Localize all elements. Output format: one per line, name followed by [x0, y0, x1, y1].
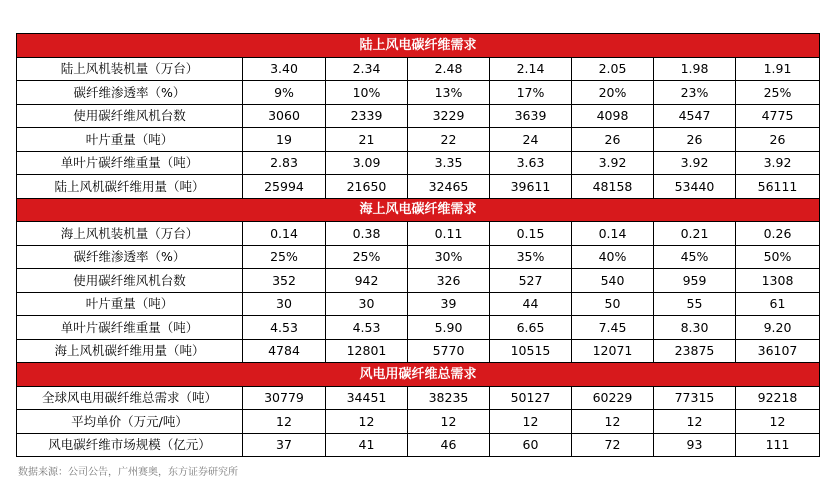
table-cell: 92218 [736, 386, 820, 410]
table-cell: 38235 [408, 386, 490, 410]
table-cell: 0.26 [736, 222, 820, 246]
table-cell: 5770 [408, 339, 490, 363]
table-cell: 3.09 [326, 151, 408, 175]
table-cell: 3060 [243, 104, 326, 128]
table-cell: 8.30 [654, 316, 736, 340]
table-cell: 2.34 [326, 57, 408, 81]
row-label: 陆上风机装机量（万台） [17, 57, 243, 81]
table-cell: 2.83 [243, 151, 326, 175]
table-cell: 20% [572, 81, 654, 105]
table-cell: 30779 [243, 386, 326, 410]
table-cell: 30% [408, 245, 490, 269]
table-cell: 3.35 [408, 151, 490, 175]
table-cell: 7.45 [572, 316, 654, 340]
table-cell: 50127 [490, 386, 572, 410]
table-cell: 39611 [490, 175, 572, 199]
table-cell: 0.14 [572, 222, 654, 246]
table-cell: 10515 [490, 339, 572, 363]
table-row [17, 128, 820, 152]
table-row [17, 339, 820, 363]
table-cell: 39 [408, 292, 490, 316]
table-cell: 2339 [326, 104, 408, 128]
table-cell: 25% [326, 245, 408, 269]
table-cell: 9.20 [736, 316, 820, 340]
table-cell: 77315 [654, 386, 736, 410]
table-cell: 50% [736, 245, 820, 269]
table-cell: 3.92 [654, 151, 736, 175]
row-label: 陆上风机碳纤维用量（吨） [17, 175, 243, 199]
row-label: 海上风机装机量（万台） [17, 222, 243, 246]
table-cell: 0.21 [654, 222, 736, 246]
table-cell: 23875 [654, 339, 736, 363]
table-cell: 35% [490, 245, 572, 269]
table-cell: 10% [326, 81, 408, 105]
table-cell: 41 [326, 433, 408, 457]
row-label: 叶片重量（吨） [17, 292, 243, 316]
row-label: 使用碳纤维风机台数 [17, 269, 243, 293]
row-label: 单叶片碳纤维重量（吨） [17, 151, 243, 175]
table-cell: 13% [408, 81, 490, 105]
table-cell: 12 [490, 410, 572, 434]
table-cell: 25% [736, 81, 820, 105]
table-cell: 12071 [572, 339, 654, 363]
table-cell: 45% [654, 245, 736, 269]
table-cell: 26 [654, 128, 736, 152]
table-cell: 56111 [736, 175, 820, 199]
table-row [17, 222, 820, 246]
table-cell: 12 [736, 410, 820, 434]
table-row [17, 245, 820, 269]
table-cell: 4784 [243, 339, 326, 363]
table-cell: 2.48 [408, 57, 490, 81]
table-cell: 2.05 [572, 57, 654, 81]
table-cell: 9% [243, 81, 326, 105]
table-cell: 25994 [243, 175, 326, 199]
section-header-row [17, 363, 820, 387]
row-label: 叶片重量（吨） [17, 128, 243, 152]
table-cell: 26 [572, 128, 654, 152]
data-source-note: 数据来源：公司公告，广州赛奥，东方证券研究所 [18, 467, 238, 478]
table-cell: 111 [736, 433, 820, 457]
table-cell: 37 [243, 433, 326, 457]
table-cell: 46 [408, 433, 490, 457]
table-cell: 12 [243, 410, 326, 434]
table-row [17, 175, 820, 199]
table-cell: 93 [654, 433, 736, 457]
row-label: 海上风机碳纤维用量（吨） [17, 339, 243, 363]
table-cell: 60229 [572, 386, 654, 410]
table-cell: 6.65 [490, 316, 572, 340]
table-cell: 4547 [654, 104, 736, 128]
table-cell: 22 [408, 128, 490, 152]
table-cell: 24 [490, 128, 572, 152]
table-cell: 4.53 [326, 316, 408, 340]
table-cell: 3.92 [736, 151, 820, 175]
table-cell: 60 [490, 433, 572, 457]
table-cell: 34451 [326, 386, 408, 410]
section-header-row [17, 34, 820, 58]
table-row [17, 104, 820, 128]
table-cell: 12 [326, 410, 408, 434]
table-cell: 53440 [654, 175, 736, 199]
table-cell: 540 [572, 269, 654, 293]
table-cell: 0.11 [408, 222, 490, 246]
table-cell: 4775 [736, 104, 820, 128]
table-cell: 21650 [326, 175, 408, 199]
row-label: 使用碳纤维风机台数 [17, 104, 243, 128]
table-cell: 326 [408, 269, 490, 293]
table-cell: 12 [408, 410, 490, 434]
section-header-row [17, 198, 820, 222]
table-cell: 48158 [572, 175, 654, 199]
table-row [17, 316, 820, 340]
row-label: 碳纤维渗透率（%） [17, 245, 243, 269]
table-cell: 1.91 [736, 57, 820, 81]
table-row [17, 386, 820, 410]
section-title: 风电用碳纤维总需求 [17, 363, 820, 387]
table-cell: 25% [243, 245, 326, 269]
table-cell: 0.15 [490, 222, 572, 246]
table-cell: 12801 [326, 339, 408, 363]
table-cell: 0.38 [326, 222, 408, 246]
table-cell: 36107 [736, 339, 820, 363]
table-cell: 30 [243, 292, 326, 316]
table-row [17, 151, 820, 175]
table-cell: 352 [243, 269, 326, 293]
table-cell: 32465 [408, 175, 490, 199]
table-cell: 23% [654, 81, 736, 105]
table-cell: 3.40 [243, 57, 326, 81]
table-cell: 3639 [490, 104, 572, 128]
table-cell: 50 [572, 292, 654, 316]
table-cell: 4098 [572, 104, 654, 128]
table-cell: 4.53 [243, 316, 326, 340]
table-cell: 5.90 [408, 316, 490, 340]
table-row [17, 269, 820, 293]
table-row [17, 57, 820, 81]
table-cell: 21 [326, 128, 408, 152]
table-row [17, 292, 820, 316]
row-label: 风电碳纤维市场规模（亿元） [17, 433, 243, 457]
table-cell: 3229 [408, 104, 490, 128]
table-cell: 1.98 [654, 57, 736, 81]
table-row [17, 410, 820, 434]
table-cell: 527 [490, 269, 572, 293]
table-cell: 2.14 [490, 57, 572, 81]
table-cell: 0.14 [243, 222, 326, 246]
row-label: 单叶片碳纤维重量（吨） [17, 316, 243, 340]
table-cell: 942 [326, 269, 408, 293]
table-cell: 12 [572, 410, 654, 434]
table-cell: 1308 [736, 269, 820, 293]
table-cell: 30 [326, 292, 408, 316]
table-cell: 17% [490, 81, 572, 105]
table-cell: 44 [490, 292, 572, 316]
table-cell: 61 [736, 292, 820, 316]
row-label: 平均单价（万元/吨） [17, 410, 243, 434]
table-row [17, 81, 820, 105]
section-title: 陆上风电碳纤维需求 [17, 34, 820, 58]
table-cell: 3.92 [572, 151, 654, 175]
table-cell: 26 [736, 128, 820, 152]
table-cell: 959 [654, 269, 736, 293]
table-row [17, 433, 820, 457]
table-cell: 3.63 [490, 151, 572, 175]
section-title: 海上风电碳纤维需求 [17, 198, 820, 222]
table-cell: 55 [654, 292, 736, 316]
table-cell: 72 [572, 433, 654, 457]
table-cell: 40% [572, 245, 654, 269]
table-cell: 12 [654, 410, 736, 434]
row-label: 全球风电用碳纤维总需求（吨） [17, 386, 243, 410]
row-label: 碳纤维渗透率（%） [17, 81, 243, 105]
wind-carbon-fiber-table [16, 33, 820, 457]
table-cell: 19 [243, 128, 326, 152]
